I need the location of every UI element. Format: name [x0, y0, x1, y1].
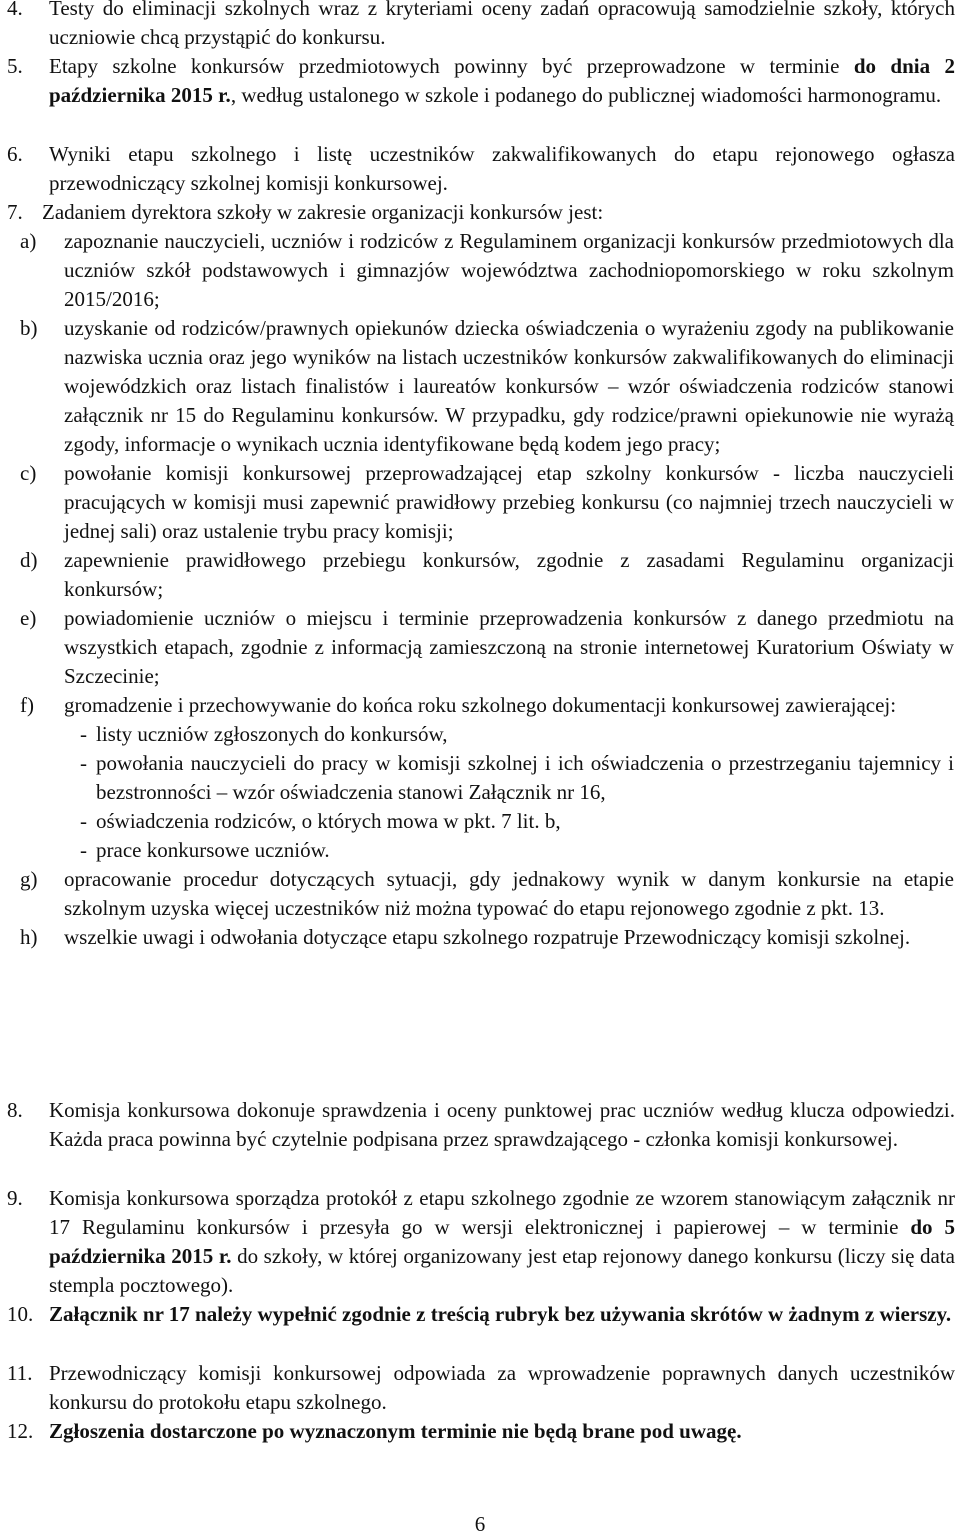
dash-text: listy uczniów zgłoszonych do konkursów, — [96, 722, 448, 746]
list-item-12 — [0, 1417, 955, 1446]
sub-label: a) — [20, 229, 37, 253]
sub-text: zapewnienie prawidłowego przebiegu konkursów, zgodnie z zasadami Regulaminu organizacji konkursów; — [64, 548, 954, 601]
sub-text: wszelkie uwagi i odwołania dotyczące etapu szkolnego rozpatruje Przewodniczący komisji szkolnej. — [64, 925, 911, 949]
dash-text: powołania nauczycieli do pracy w komisji szkolnej i ich oświadczenia o przestrzeganiu tajemnicy i bezstronności – wzór oświadczenia stanowi Załącznik nr 16, — [96, 751, 954, 804]
list-number: 7. — [7, 200, 23, 224]
sub-text: zapoznanie nauczycieli, uczniów i rodziców z Regulaminem organizacji konkursów przedmiotowych dla uczniów szkół podstawowych i gimnazjów województwa zachodniopomorskiego w roku szkolnym 2015/2016; — [64, 229, 954, 311]
sub-item-a — [0, 227, 960, 314]
page-number: 6 — [474, 1512, 486, 1536]
list-number: 5. — [7, 54, 23, 78]
list-text: Wyniki etapu szkolnego i listę uczestników zakwalifikowanych do etapu rejonowego ogłasza przewodniczący szkolnej komisji konkursowej. — [49, 142, 955, 195]
sub-item-f — [0, 691, 960, 720]
dash-item — [0, 836, 960, 865]
list-number: 10. — [7, 1302, 34, 1326]
list-text: Zgłoszenia dostarczone po wyznaczonym terminie nie będą brane pod uwagę. — [49, 1419, 742, 1443]
list-text: Załącznik nr 17 należy wypełnić zgodnie z treścią rubryk bez używania skrótów w żadnym z wierszy. — [49, 1302, 952, 1326]
list-item-5 — [0, 52, 955, 110]
sub-item-e — [0, 604, 960, 691]
sub-text: powołanie komisji konkursowej przeprowadzającej etap szkolny konkursów - liczba nauczycieli pracujących w komisji musi zapewnić prawidłowy przebieg konkursu (co najmniej trzech nauczycieli w jednej sali) oraz ustalenie trybu pracy komisji; — [64, 461, 954, 543]
text-run: , według ustalonego w szkole i podanego do publicznej wiadomości harmonogramu. — [230, 83, 942, 107]
sub-item-c — [0, 459, 960, 546]
sub-text: opracowanie procedur dotyczących sytuacji, gdy jednakowy wynik w danym konkursie na etapie szkolnym uzyska więcej uczestników niż można typować do etapu rejonowego zgodnie z pkt. 13. — [64, 867, 954, 920]
sub-label: d) — [20, 548, 38, 572]
list-item-9 — [0, 1184, 955, 1300]
list-number: 6. — [7, 142, 23, 166]
list-number: 12. — [7, 1419, 34, 1443]
sub-text: gromadzenie i przechowywanie do końca roku szkolnego dokumentacji konkursowej zawierającej: — [64, 693, 897, 717]
dash-marker: - — [80, 809, 87, 833]
list-item-11 — [0, 1359, 955, 1417]
list-text — [0, 1184, 955, 1300]
sub-text: powiadomienie uczniów o miejscu i terminie przeprowadzenia konkursów z danego przedmiotu na wszystkich etapach, zgodnie z informacją zamieszczoną na stronie internetowej Kuratorium Oświaty w Szczecinie; — [64, 606, 954, 688]
list-text — [0, 52, 955, 110]
dash-item — [0, 807, 960, 836]
list-text: Testy do eliminacji szkolnych wraz z kryteriami oceny zadań opracowują samodzielnie szkoły, których uczniowie chcą przystąpić do konkursu. — [49, 0, 955, 49]
sub-item-h — [0, 923, 960, 952]
list-number: 8. — [7, 1098, 23, 1122]
sub-text: uzyskanie od rodziców/prawnych opiekunów dziecka oświadczenia o wyrażeniu zgody na publikowanie nazwiska ucznia oraz jego wyników na listach uczestników konkursów zakwalifikowanych do eliminacji wojewódzkich oraz listach finalistów i laureatów konkursów – wzór oświadczenia rodziców stanowi załącznik nr 15 do Regulaminu konkursów. W przypadku, gdy rodzice/prawni opiekunowie nie wyrażą zgody, informacje o wynikach ucznia identyfikowane będą kodem jego pracy; — [64, 316, 954, 456]
list-text: Zadaniem dyrektora szkoły w zakresie organizacji konkursów jest: — [42, 200, 604, 224]
list-item-10 — [0, 1300, 955, 1329]
sub-item-b — [0, 314, 960, 459]
dash-marker: - — [80, 751, 87, 775]
text-run: Etapy szkolne konkursów przedmiotowych powinny być przeprowadzone w terminie — [49, 54, 854, 78]
list-text: Komisja konkursowa dokonuje sprawdzenia i oceny punktowej prac uczniów według klucza odpowiedzi. Każda praca powinna być czytelnie podpisana przez sprawdzającego - członka komisji konkursowej. — [49, 1098, 955, 1151]
sub-label: f) — [20, 693, 34, 717]
sub-label: e) — [20, 606, 37, 630]
list-number: 4. — [7, 0, 23, 20]
list-number: 9. — [7, 1186, 23, 1210]
text-run: do szkoły, w której organizowany jest etap rejonowy danego konkursu (liczy się data stempla pocztowego). — [49, 1244, 955, 1297]
dash-marker: - — [80, 722, 87, 746]
list-item-7 — [0, 198, 960, 952]
list-item-8 — [0, 1096, 955, 1154]
dash-marker: - — [80, 838, 87, 862]
sub-label: b) — [20, 316, 38, 340]
list-number: 11. — [7, 1361, 33, 1385]
sub-label: g) — [20, 867, 38, 891]
list-item-6 — [0, 140, 955, 198]
list-item-4 — [0, 0, 955, 52]
dash-item — [0, 720, 960, 749]
deadline-bold: do 5 października 2015 r. — [49, 1215, 955, 1268]
dash-item — [0, 749, 960, 807]
sub-label: h) — [20, 925, 38, 949]
list-text: Przewodniczący komisji konkursowej odpowiada za wprowadzenie poprawnych danych uczestników konkursu do protokołu etapu szkolnego. — [49, 1361, 955, 1414]
sub-label: c) — [20, 461, 37, 485]
dash-text: prace konkursowe uczniów. — [96, 838, 330, 862]
sub-item-g — [0, 865, 960, 923]
deadline-bold: do dnia 2 października 2015 r. — [49, 54, 955, 107]
text-run: Komisja konkursowa sporządza protokół z etapu szkolnego zgodnie ze wzorem stanowiącym załącznik nr 17 Regulaminu konkursów i przesyła go w wersji elektronicznej i papierowej – w terminie — [49, 1186, 955, 1239]
sub-item-d — [0, 546, 960, 604]
dash-text: oświadczenia rodziców, o których mowa w pkt. 7 lit. b, — [96, 809, 561, 833]
